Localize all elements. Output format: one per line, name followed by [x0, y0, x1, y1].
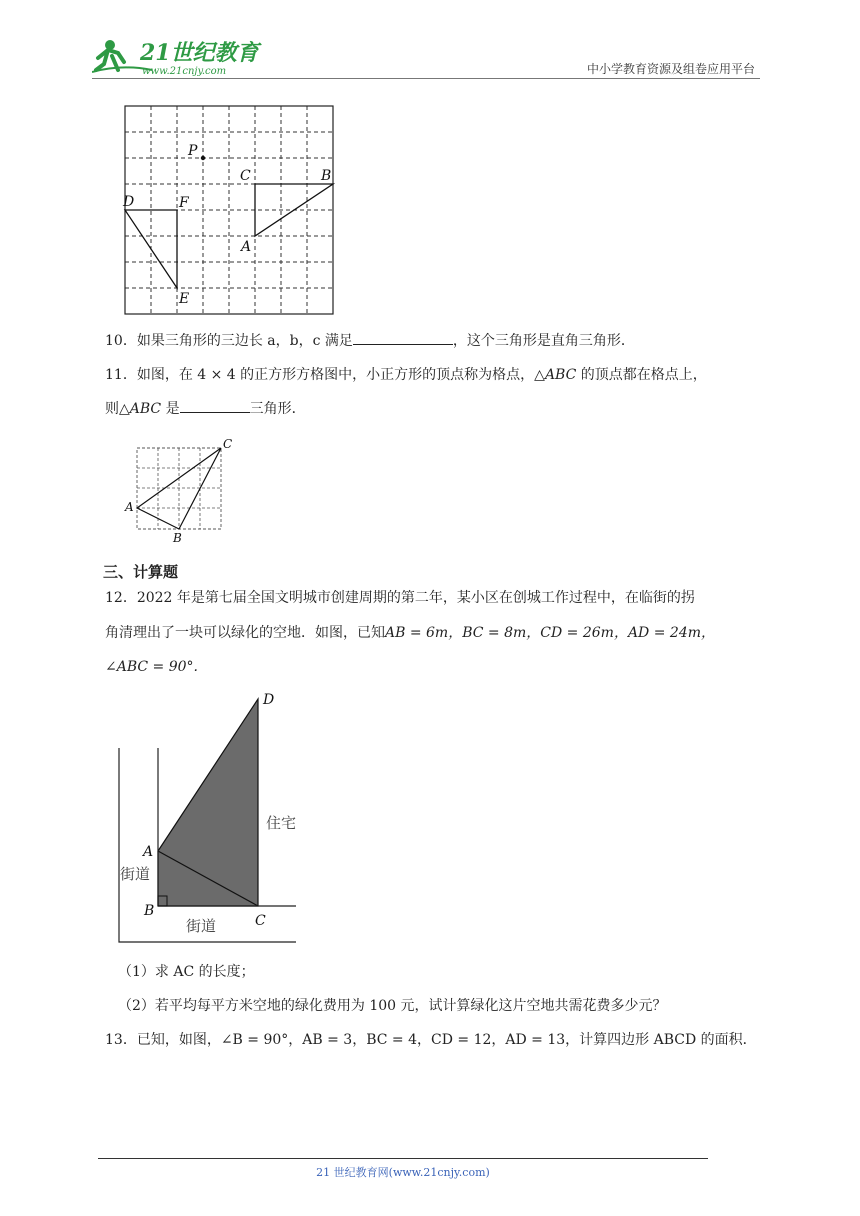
- q10-suffix: ，这个三角形是直角三角形．: [452, 333, 635, 349]
- q11-text: 11．如图，在 4 × 4 的正方形方格图中，小正方形的顶点称为格点，: [105, 367, 535, 383]
- question-10: [105, 330, 635, 351]
- label-b: B: [321, 168, 332, 184]
- label-a-12: A: [143, 844, 154, 860]
- question-11-line2: [105, 398, 306, 419]
- q11-line2-suffix: 三角形．: [249, 401, 306, 417]
- q11-line2-prefix: 则: [105, 401, 119, 417]
- site-logo: [92, 36, 267, 78]
- platform-name: 中小学教育资源及组卷应用平台: [586, 62, 755, 76]
- grid-figure-11: [122, 436, 242, 548]
- footer-divider: [98, 1158, 708, 1159]
- question-12-line2: [105, 623, 715, 643]
- q11-text-end: 的顶点都在格点上，: [576, 367, 707, 383]
- label-street-left: 街道: [120, 865, 151, 883]
- label-c-12: C: [255, 913, 266, 929]
- label-b-12: B: [144, 903, 155, 919]
- question-13: 13．已知，如图，∠B = 90°，AB = 3，BC = 4，CD = 12，AD = 13，计算四边形 ABCD 的面积．: [105, 1032, 757, 1048]
- label-d-12: D: [263, 692, 275, 708]
- label-d: D: [123, 194, 135, 210]
- point-p: [201, 156, 205, 160]
- q10-answer-blank[interactable]: [353, 330, 453, 345]
- label-c: C: [240, 168, 251, 184]
- label-street-bottom: 街道: [186, 917, 217, 935]
- logo-url-text: www.21cnjy.com: [142, 66, 227, 77]
- logo-main-text: 21世纪教育: [140, 40, 259, 66]
- label-residence: 住宅: [266, 814, 297, 832]
- q11-triangle: △ABC: [534, 367, 577, 383]
- question-11-line1: [105, 365, 707, 385]
- label-a-11: A: [125, 500, 134, 514]
- q11-line2-triangle: △ABC: [119, 401, 162, 417]
- label-p: P: [188, 143, 198, 159]
- q12-line2-math: AB = 6m，BC = 8m，CD = 26m，AD = 24m，: [385, 625, 715, 641]
- question-12-sub2: （2）若平均每平方米空地的绿化费用为 100 元，试计算绿化这片空地共需花费多少元？: [118, 998, 667, 1014]
- label-e: E: [179, 291, 190, 307]
- question-12-line3: ∠ABC = 90°.: [105, 659, 198, 675]
- section-title: 三、计算题: [103, 563, 179, 581]
- label-a: A: [241, 239, 252, 255]
- street-figure-12: [112, 688, 302, 950]
- label-c-11: C: [223, 437, 233, 451]
- label-b-11: B: [173, 531, 182, 544]
- question-12-line1: 12．2022 年是第七届全国文明城市创建周期的第二年，某小区在创城工作过程中，在临街的拐: [105, 590, 695, 606]
- label-f: F: [179, 195, 189, 211]
- q11-line2-mid: 是: [161, 401, 180, 417]
- q10-prefix: 10．如果三角形的三边长 a，b，c 满足: [105, 333, 353, 349]
- grid-figure-9: [120, 103, 345, 322]
- question-12-sub1: （1）求 AC 的长度；: [118, 964, 255, 980]
- q11-answer-blank[interactable]: [180, 398, 250, 413]
- footer-text: 21 世纪教育网(www.21cnjy.com): [316, 1166, 490, 1179]
- header-divider: [92, 78, 760, 79]
- q12-line2-text: 角清理出了一块可以绿化的空地．如图，已知: [105, 625, 385, 641]
- green-area: [158, 699, 258, 906]
